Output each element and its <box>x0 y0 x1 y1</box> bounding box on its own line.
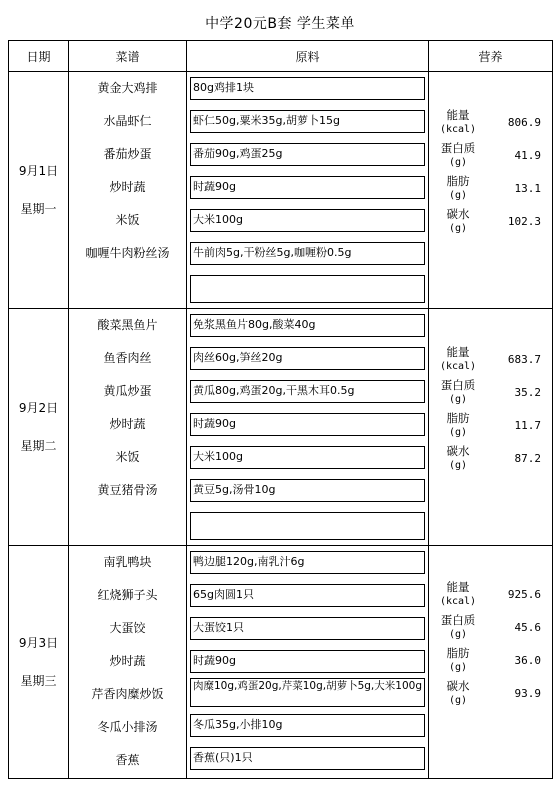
nutrient-value: 13.1 <box>514 182 541 195</box>
nutrient-unit: (g) <box>448 157 468 168</box>
dish-name <box>69 507 186 545</box>
ingredient-box: 时蔬90g <box>190 650 425 673</box>
nutrient-unit: (g) <box>448 223 468 234</box>
ingredient-box <box>190 512 425 540</box>
nutrient-value: 11.7 <box>514 419 541 432</box>
dish-name: 南乳鸭块 <box>103 555 152 569</box>
nutrient-unit: (kcal) <box>439 124 477 135</box>
ingredient-box: 大蛋饺1只 <box>190 617 425 640</box>
page-title: 中学20元B套 学生菜单 <box>205 16 355 32</box>
ingredient-box: 虾仁50g,粟米35g,胡萝卜15g <box>190 110 425 133</box>
nutrition-cell <box>429 546 553 779</box>
nutrient-name: 能量 <box>446 108 470 122</box>
day-cell <box>9 309 69 546</box>
nutrient-name: 蛋白质 <box>440 613 476 627</box>
nutrient-unit: (g) <box>448 394 468 405</box>
nutrient-unit: (g) <box>448 190 468 201</box>
ingredient-box: 时蔬90g <box>190 176 425 199</box>
dish-name: 红烧狮子头 <box>97 588 158 602</box>
header-ingredients: 原料 <box>187 41 429 72</box>
day-section-2 <box>9 309 553 546</box>
nutrient-name: 碳水 <box>446 207 470 221</box>
ingredient-box: 时蔬90g <box>190 413 425 436</box>
nutrient-value: 806.9 <box>507 116 541 129</box>
nutrient-value: 41.9 <box>514 149 541 162</box>
dish-name: 番茄炒蛋 <box>103 147 152 161</box>
ingredient-box: 大米100g <box>190 209 425 232</box>
nutrient-row <box>429 611 552 644</box>
ingredient-box: 免浆黑鱼片80g,酸菜40g <box>190 314 425 337</box>
nutrient-value: 683.7 <box>507 353 541 366</box>
header-date: 日期 <box>9 41 69 72</box>
nutrient-row <box>429 578 552 611</box>
day-cell <box>9 546 69 779</box>
nutrient-row <box>429 677 552 710</box>
nutrient-unit: (kcal) <box>439 361 477 372</box>
day-section-3 <box>9 546 553 779</box>
nutrient-unit: (g) <box>448 427 468 438</box>
header-nutrition: 营养 <box>429 41 553 72</box>
dishes-cell <box>69 309 187 546</box>
dish-name: 芹香肉糜炒饭 <box>91 687 164 701</box>
ingredients-cell <box>187 309 429 546</box>
dish-name: 黄豆猪骨汤 <box>97 483 158 497</box>
weekday-label: 星期二 <box>20 439 57 453</box>
dish-name: 冬瓜小排汤 <box>97 720 158 734</box>
nutrient-unit: (kcal) <box>439 596 477 607</box>
ingredients-cell <box>187 546 429 779</box>
dish-name: 酸菜黑鱼片 <box>97 318 158 332</box>
nutrient-unit: (g) <box>448 629 468 640</box>
nutrient-name: 能量 <box>446 345 470 359</box>
nutrient-name: 蛋白质 <box>440 378 476 392</box>
dish-name: 咖喱牛肉粉丝汤 <box>85 246 170 260</box>
nutrient-row <box>429 376 552 409</box>
nutrient-row <box>429 442 552 475</box>
dish-name: 黄瓜炒蛋 <box>103 384 152 398</box>
ingredient-box: 80g鸡排1块 <box>190 77 425 100</box>
weekday-label: 星期一 <box>20 202 57 216</box>
ingredient-box: 番茄90g,鸡蛋25g <box>190 143 425 166</box>
nutrient-unit: (g) <box>448 460 468 471</box>
day-cell <box>9 72 69 309</box>
dish-name: 鱼香肉丝 <box>103 351 152 365</box>
ingredient-box: 肉糜10g,鸡蛋20g,芹菜10g,胡萝卜5g,大米100g <box>190 678 425 707</box>
dish-name: 香蕉 <box>115 753 140 767</box>
nutrient-name: 脂肪 <box>446 411 470 425</box>
nutrient-name: 能量 <box>446 580 470 594</box>
weekday-label: 星期三 <box>20 674 57 688</box>
ingredient-box: 牛前肉5g,干粉丝5g,咖喱粉0.5g <box>190 242 425 265</box>
nutrient-row <box>429 106 552 139</box>
nutrient-row <box>429 409 552 442</box>
nutrient-value: 45.6 <box>514 621 541 634</box>
ingredient-box: 黄豆5g,汤骨10g <box>190 479 425 502</box>
nutrient-row <box>429 139 552 172</box>
dish-name: 米饭 <box>115 213 140 227</box>
dish-name: 水晶虾仁 <box>103 114 152 128</box>
nutrient-value: 35.2 <box>514 386 541 399</box>
date-label: 9月3日 <box>18 636 59 650</box>
ingredient-box: 65g肉圆1只 <box>190 584 425 607</box>
ingredient-box: 香蕉(只)1只 <box>190 747 425 770</box>
dishes-cell <box>69 546 187 779</box>
ingredient-box: 大米100g <box>190 446 425 469</box>
nutrition-cell <box>429 72 553 309</box>
nutrient-unit: (g) <box>448 662 468 673</box>
nutrient-value: 87.2 <box>514 452 541 465</box>
header-row <box>9 41 553 72</box>
dish-name <box>69 270 186 308</box>
dish-name: 炒时蔬 <box>109 654 146 668</box>
nutrient-row <box>429 172 552 205</box>
nutrient-value: 925.6 <box>507 588 541 601</box>
nutrient-name: 蛋白质 <box>440 141 476 155</box>
nutrient-name: 碳水 <box>446 679 470 693</box>
day-section-1 <box>9 72 553 309</box>
dish-name: 炒时蔬 <box>109 417 146 431</box>
nutrition-cell <box>429 309 553 546</box>
ingredient-box: 肉丝60g,笋丝20g <box>190 347 425 370</box>
dishes-cell <box>69 72 187 309</box>
nutrient-row <box>429 205 552 238</box>
date-label: 9月1日 <box>18 164 59 178</box>
nutrient-name: 脂肪 <box>446 646 470 660</box>
nutrient-name: 脂肪 <box>446 174 470 188</box>
nutrient-row <box>429 644 552 677</box>
nutrient-name: 碳水 <box>446 444 470 458</box>
nutrient-value: 102.3 <box>507 215 541 228</box>
nutrient-row <box>429 343 552 376</box>
dish-name: 黄金大鸡排 <box>97 81 158 95</box>
ingredient-box <box>190 275 425 303</box>
nutrient-value: 93.9 <box>514 687 541 700</box>
nutrient-unit: (g) <box>448 695 468 706</box>
dish-name: 炒时蔬 <box>109 180 146 194</box>
nutrient-value: 36.0 <box>514 654 541 667</box>
dish-name: 大蛋饺 <box>109 621 146 635</box>
header-recipe: 菜谱 <box>69 41 187 72</box>
ingredient-box: 冬瓜35g,小排10g <box>190 714 425 737</box>
date-label: 9月2日 <box>18 401 59 415</box>
ingredients-cell <box>187 72 429 309</box>
ingredient-box: 黄瓜80g,鸡蛋20g,干黑木耳0.5g <box>190 380 425 403</box>
menu-table <box>8 40 553 779</box>
dish-name: 米饭 <box>115 450 140 464</box>
ingredient-box: 鸭边腿120g,南乳汁6g <box>190 551 425 574</box>
